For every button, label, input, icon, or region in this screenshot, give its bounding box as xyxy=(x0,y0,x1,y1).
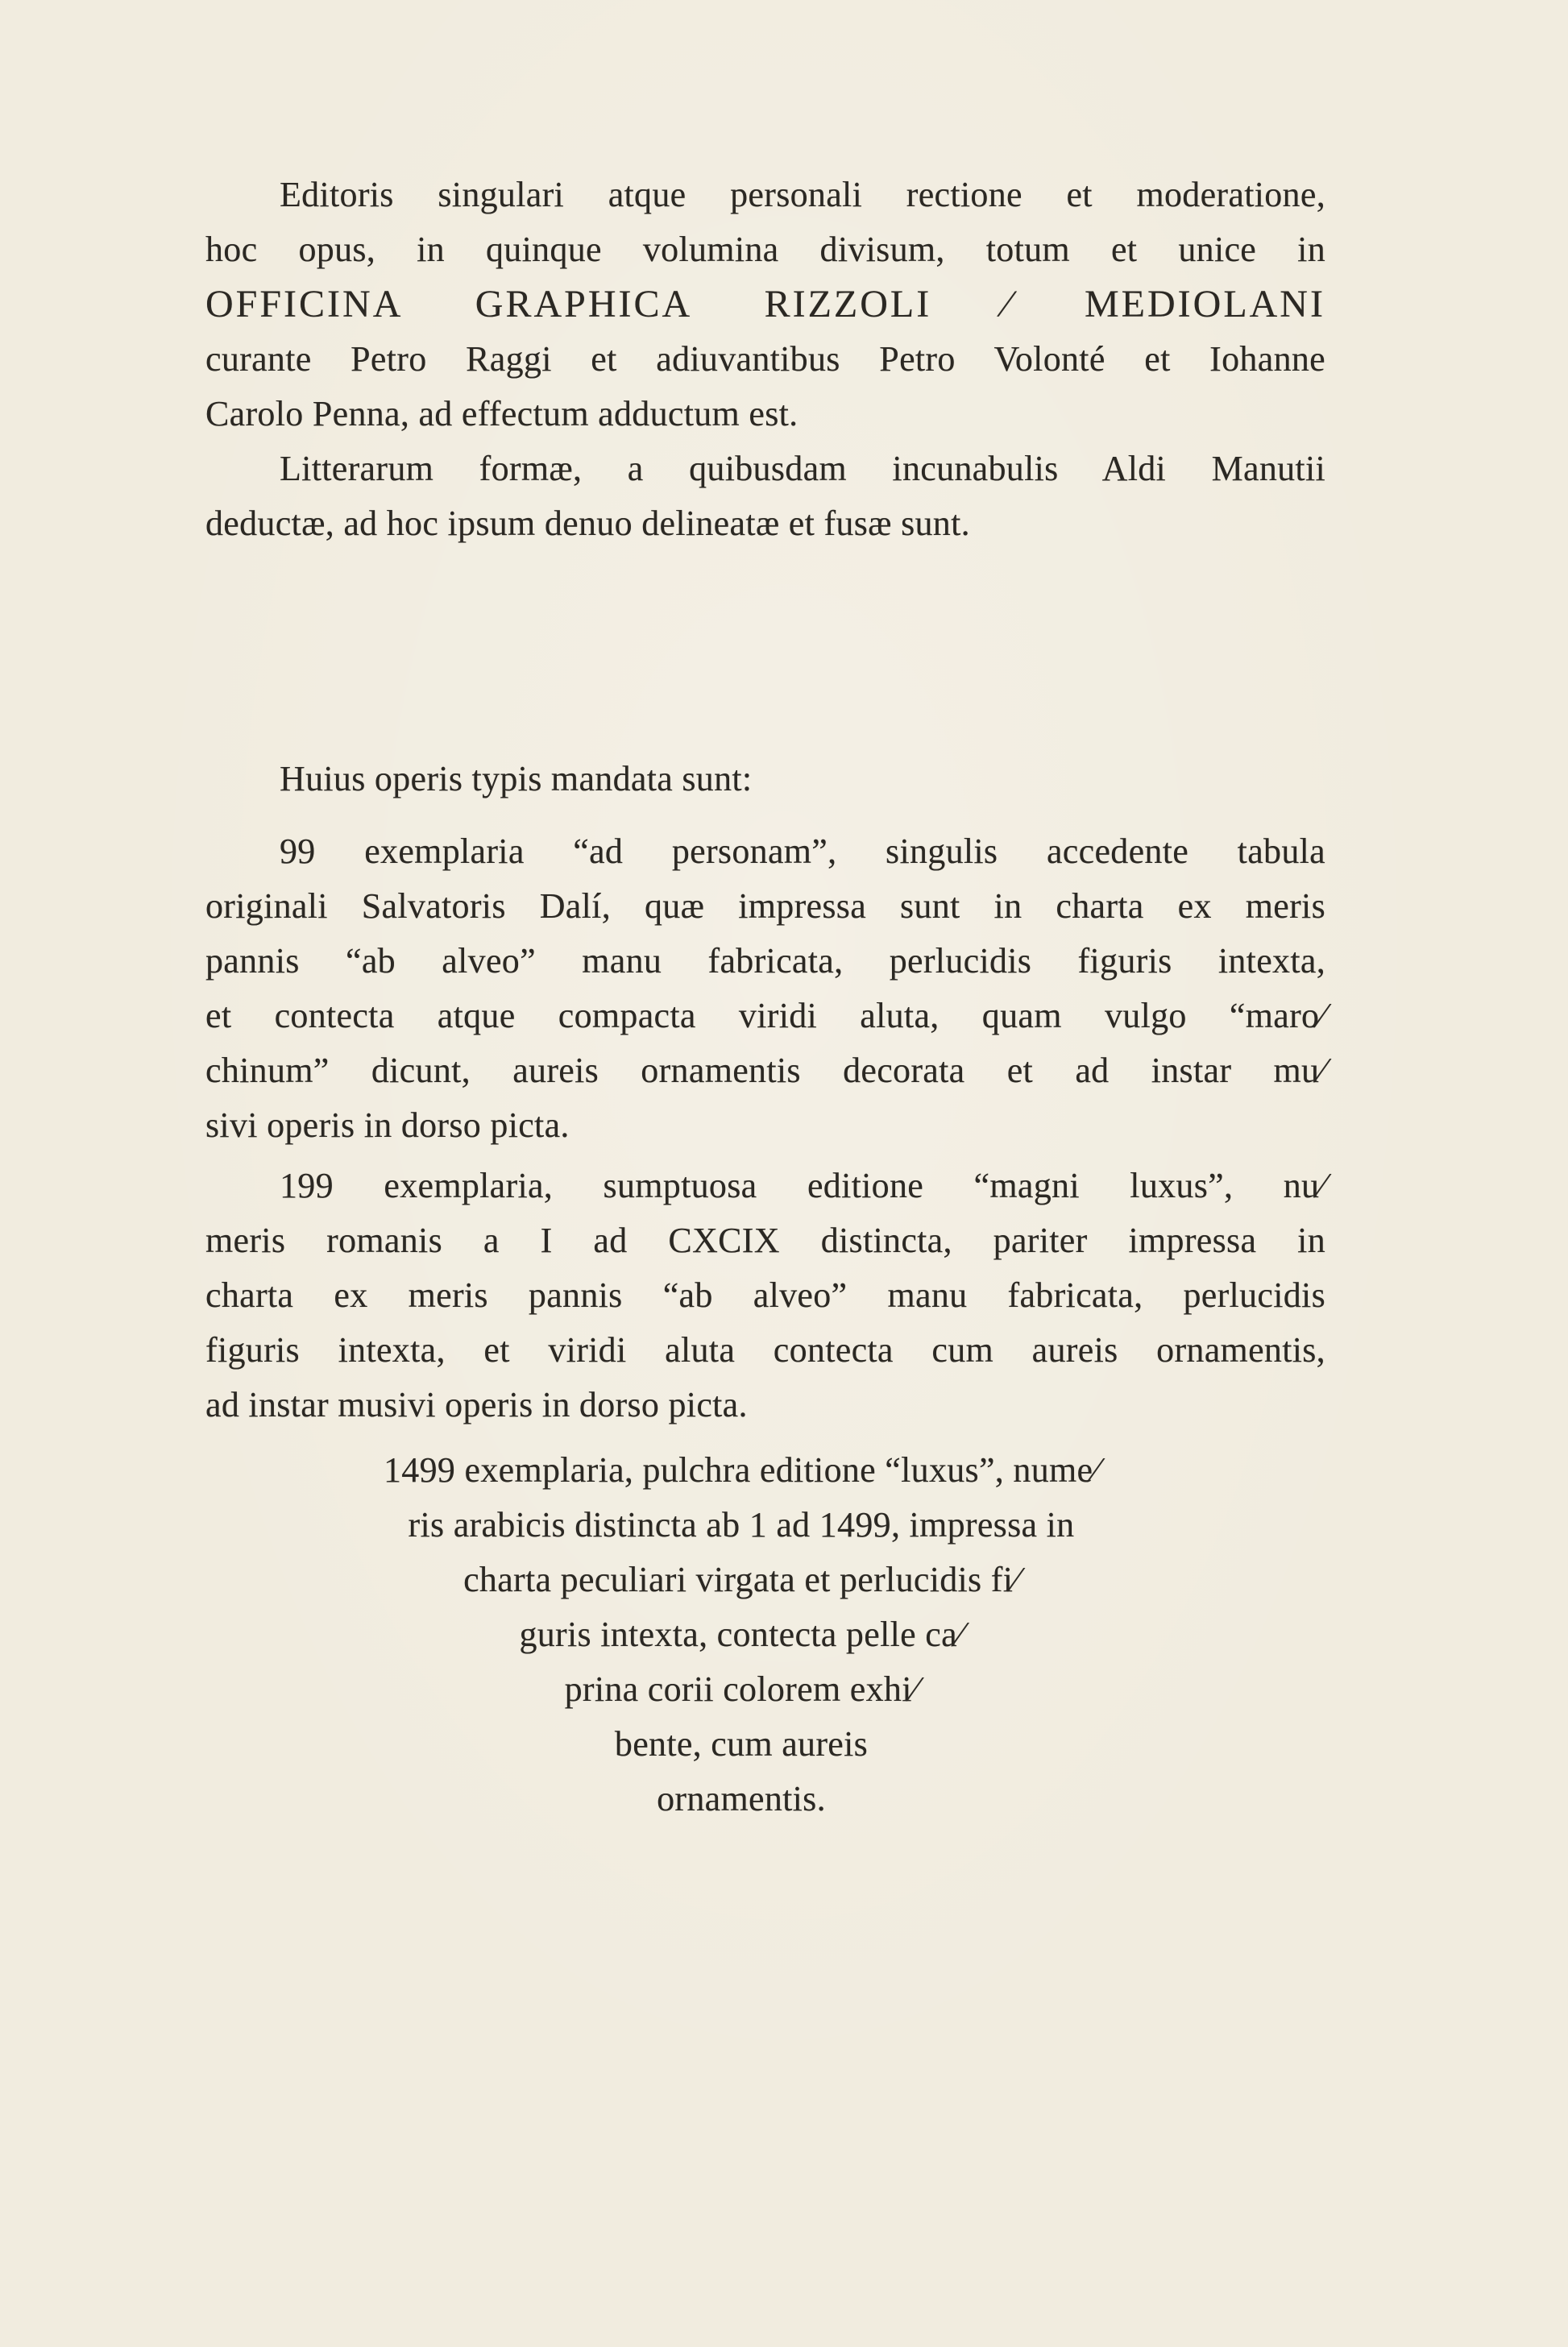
colophon-typeface xyxy=(205,442,1325,551)
text-line: bente, cum aureis xyxy=(614,1724,869,1764)
caps-word: GRAPHICA xyxy=(475,283,693,326)
text-line: chinum” dicunt, aureis ornamentis decorata et ad instar mu⁄ xyxy=(205,1051,1325,1090)
text-line: guris intexta, contecta pelle ca⁄ xyxy=(519,1615,964,1654)
text-line: figuris intexta, et viridi aluta contecta cum aureis ornamentis, xyxy=(205,1330,1325,1370)
text-line: Litterarum formæ, a quibusdam incunabulis Aldi Manutii xyxy=(280,449,1325,488)
text-line: 199 exemplaria, sumptuosa editione “magni luxus”, nu⁄ xyxy=(280,1166,1325,1205)
caps-word: MEDIOLANI xyxy=(1085,283,1325,326)
text-line: pannis “ab alveo” manu fabricata, perlucidis figuris intexta, xyxy=(205,941,1325,981)
text-line: 99 exemplaria “ad personam”, singulis accedente tabula xyxy=(280,831,1325,871)
text-line: curante Petro Raggi et adiuvantibus Petro Volonté et Iohanne xyxy=(205,339,1325,379)
text-line: charta ex meris pannis “ab alveo” manu fabricata, perlucidis xyxy=(205,1275,1325,1315)
edition-heading xyxy=(205,752,1325,807)
text-line: sivi operis in dorso picta. xyxy=(205,1105,570,1145)
text-line: ris arabicis distincta ab 1 ad 1499, impressa in xyxy=(408,1505,1075,1545)
caps-word: RIZZOLI xyxy=(764,283,932,326)
edition-99 xyxy=(205,824,1325,1153)
text-line: Carolo Penna, ad effectum adductum est. xyxy=(205,394,799,433)
text-line: hoc opus, in quinque volumina divisum, totum et unice in xyxy=(205,230,1325,269)
text-line: Huius operis typis mandata sunt: xyxy=(280,759,753,798)
colophon-text-column xyxy=(205,168,1325,1827)
text-line: charta peculiari virgata et perlucidis fi⁄ xyxy=(463,1560,1019,1599)
text-line: ornamentis. xyxy=(657,1779,826,1818)
oblique-separator: ⁄ xyxy=(1003,283,1013,326)
edition-199 xyxy=(205,1159,1325,1433)
edition-1499 xyxy=(205,1443,1325,1827)
text-line: meris romanis a I ad CXCIX distincta, pariter impressa in xyxy=(205,1221,1325,1260)
text-line: ad instar musivi operis in dorso picta. xyxy=(205,1385,748,1424)
imprint-caps-line xyxy=(205,277,1325,332)
colophon-editor xyxy=(205,168,1325,442)
text-line: Editoris singulari atque personali rectione et moderatione, xyxy=(280,175,1325,214)
text-line: originali Salvatoris Dalí, quæ impressa sunt in charta ex meris xyxy=(205,886,1325,926)
text-line: prina corii colorem exhi⁄ xyxy=(564,1669,919,1709)
caps-word: OFFICINA xyxy=(205,283,404,326)
text-line: deductæ, ad hoc ipsum denuo delineatæ et fusæ sunt. xyxy=(205,504,970,543)
text-line: 1499 exemplaria, pulchra editione “luxus”, nume⁄ xyxy=(383,1450,1100,1490)
text-line: et contecta atque compacta viridi aluta, quam vulgo “maro⁄ xyxy=(205,996,1325,1035)
